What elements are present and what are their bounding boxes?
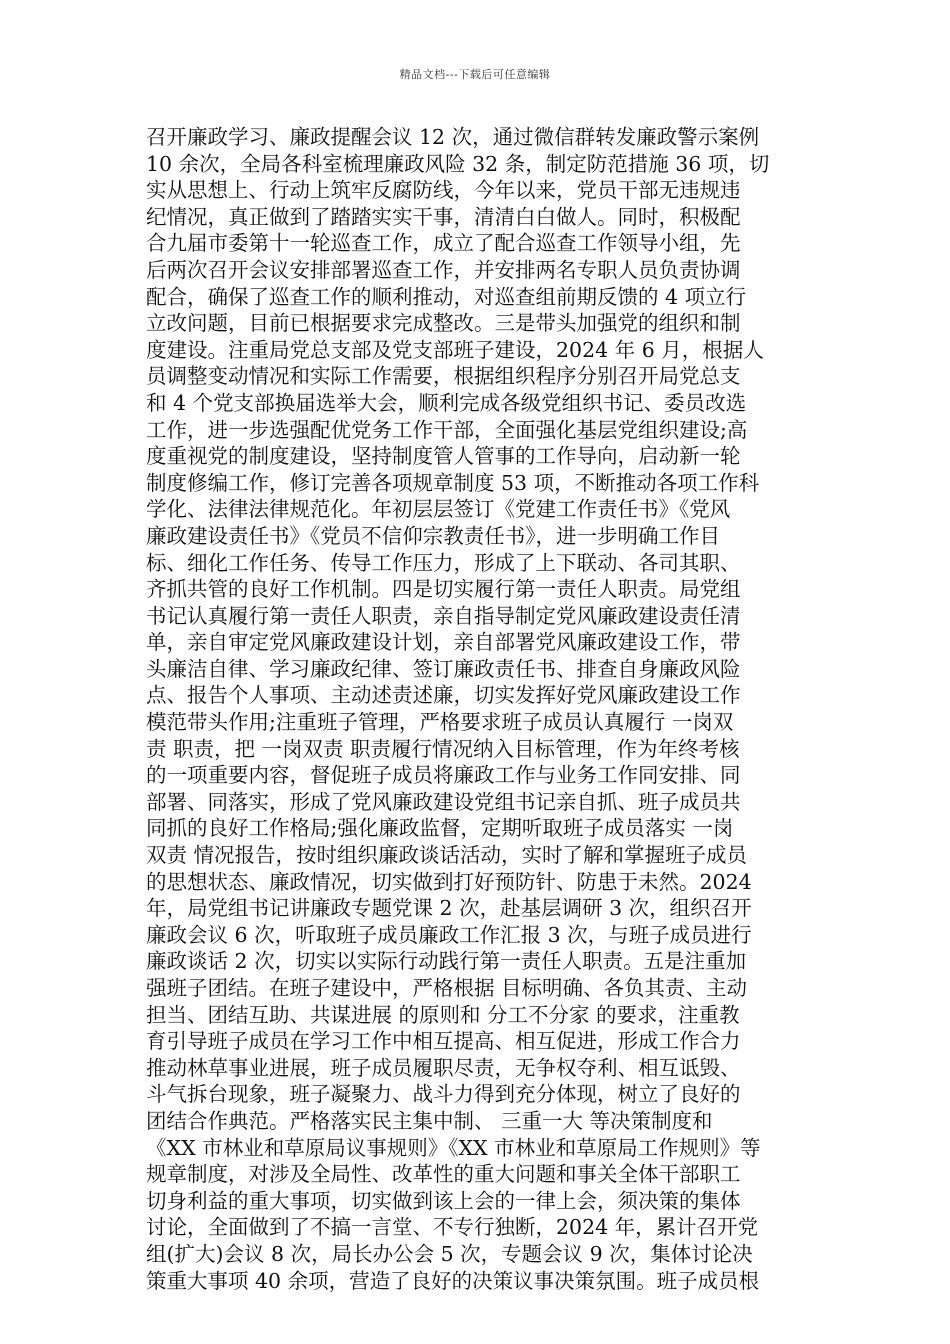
text-line: 推动林草事业进展，班子成员履职尽责，无争权夺利、相互诋毁、 [146, 1055, 741, 1080]
text-line: 廉政谈话 2 次，切实以实际行动践行第一责任人职责。五是注重加 [146, 949, 747, 974]
text-line: 规章制度，对涉及全局性、改革性的重大问题和事关全体干部职工 [146, 1162, 741, 1187]
text-line: 《XX 市林业和草原局议事规则》《XX 市林业和草原局工作规则》等 [146, 1135, 761, 1160]
text-line: 同抓的良好工作格局;强化廉政监督，定期听取班子成员落实 一岗 [146, 816, 734, 841]
text-line: 斗气拆台现象，班子凝聚力、战斗力得到充分体现，树立了良好的 [146, 1082, 741, 1107]
text-line: 配合，确保了巡查工作的顺利推动，对巡查组前期反馈的 4 项立行 [146, 284, 747, 309]
text-line: 立改问题，目前已根据要求完成整改。三是带头加强党的组织和制 [146, 311, 741, 336]
text-line: 点、报告个人事项、主动述责述廉，切实发挥好党风廉政建设工作 [146, 683, 741, 708]
page-header: 精品文档---下载后可任意编辑 [399, 68, 551, 81]
text-line: 年，局党组书记讲廉政专题党课 2 次，赴基层调研 3 次，组织召开 [146, 896, 752, 921]
text-line: 书记认真履行第一责任人职责，亲自指导制定党风廉政建设责任清 [146, 603, 741, 628]
text-line: 工作，进一步选强配优党务工作干部，全面强化基层党组织建设;高 [146, 417, 748, 442]
text-line: 召开廉政学习、廉政提醒会议 12 次，通过微信群转发廉政警示案例 [146, 125, 760, 149]
text-line: 度重视党的制度建设，坚持制度管人管事的工作导向，启动新一轮 [146, 444, 741, 469]
text-line: 齐抓共管的良好工作机制。四是切实履行第一责任人职责。局党组 [146, 577, 741, 602]
text-line: 实从思想上、行动上筑牢反腐防线，今年以来，党员干部无违规违 [146, 178, 741, 203]
text-line: 头廉洁自律、学习廉政纪律、签订廉政责任书、排查自身廉政风险 [146, 656, 741, 681]
text-line: 学化、法律法律规范化。年初层层签订《党建工作责任书》《党风 [146, 497, 731, 522]
text-line: 组(扩大)会议 8 次，局长办公会 5 次，专题会议 9 次，集体讨论决 [146, 1241, 753, 1266]
text-line: 担当、团结互助、共谋进展 的原则和 分工不分家 的要求，注重教 [146, 1002, 740, 1027]
text-line: 的思想状态、廉政情况，切实做到打好预防针、防患于未然。2024 [146, 869, 752, 894]
text-line: 模范带头作用;注重班子管理，严格要求班子成员认真履行 一岗双 [146, 710, 734, 735]
text-line: 团结合作典范。严格落实民主集中制、 三重一大 等决策制度和 [146, 1108, 713, 1133]
text-line: 育引导班子成员在学习工作中相互提高、相互促进，形成工作合力 [146, 1029, 741, 1054]
text-line: 双责 情况报告，按时组织廉政谈话活动，实时了解和掌握班子成员 [146, 843, 748, 868]
text-line: 10 余次，全局各科室梳理廉政风险 32 条，制定防范措施 36 项，切 [146, 151, 770, 176]
text-line: 员调整变动情况和实际工作需要，根据组织程序分别召开局党总支 [146, 364, 741, 389]
text-line: 单，亲自审定党风廉政建设计划，亲自部署党风廉政建设工作，带 [146, 630, 741, 655]
text-line: 责 职责，把 一岗双责 职责履行情况纳入目标管理，作为年终考核 [146, 736, 740, 761]
text-line: 的一项重要内容，督促班子成员将廉政工作与业务工作同安排、同 [146, 763, 741, 788]
text-line: 度建设。注重局党总支部及党支部班子建设，2024 年 6 月，根据人 [146, 337, 764, 362]
text-line: 策重大事项 40 余项，营造了良好的决策议事决策氛围。班子成员根 [146, 1268, 760, 1293]
text-line: 制度修编工作，修订完善各项规章制度 53 项，不断推动各项工作科 [146, 470, 760, 495]
text-line: 合九届市委第十一轮巡查工作，成立了配合巡查工作领导小组，先 [146, 231, 741, 256]
text-line: 纪情况，真正做到了踏踏实实干事，清清白白做人。同时，积极配 [146, 204, 741, 229]
text-line: 标、细化工作任务、传导工作压力，形成了上下联动、各司其职、 [146, 550, 741, 575]
body-paragraph [146, 124, 810, 1294]
text-line: 切身利益的重大事项，切实做到该上会的一律上会，须决策的集体 [146, 1188, 741, 1213]
text-line: 廉政建设责任书》《党员不信仰宗教责任书》，进一步明确工作目 [146, 523, 720, 548]
text-line: 和 4 个党支部换届选举大会，顺利完成各级党组织书记、委员改选 [146, 390, 747, 415]
text-line: 廉政会议 6 次，听取班子成员廉政工作汇报 3 次，与班子成员进行 [146, 922, 752, 947]
text-line: 讨论，全面做到了不搞一言堂、不专行独断，2024 年，累计召开党 [146, 1215, 759, 1240]
text-line: 后两次召开会议安排部署巡查工作，并安排两名专职人员负责协调 [146, 257, 741, 282]
text-line: 强班子团结。在班子建设中，严格根据 目标明确、各负其责、主动 [146, 976, 748, 1000]
text-line: 部署、同落实，形成了党风廉政建设党组书记亲自抓、班子成员共 [146, 789, 741, 814]
